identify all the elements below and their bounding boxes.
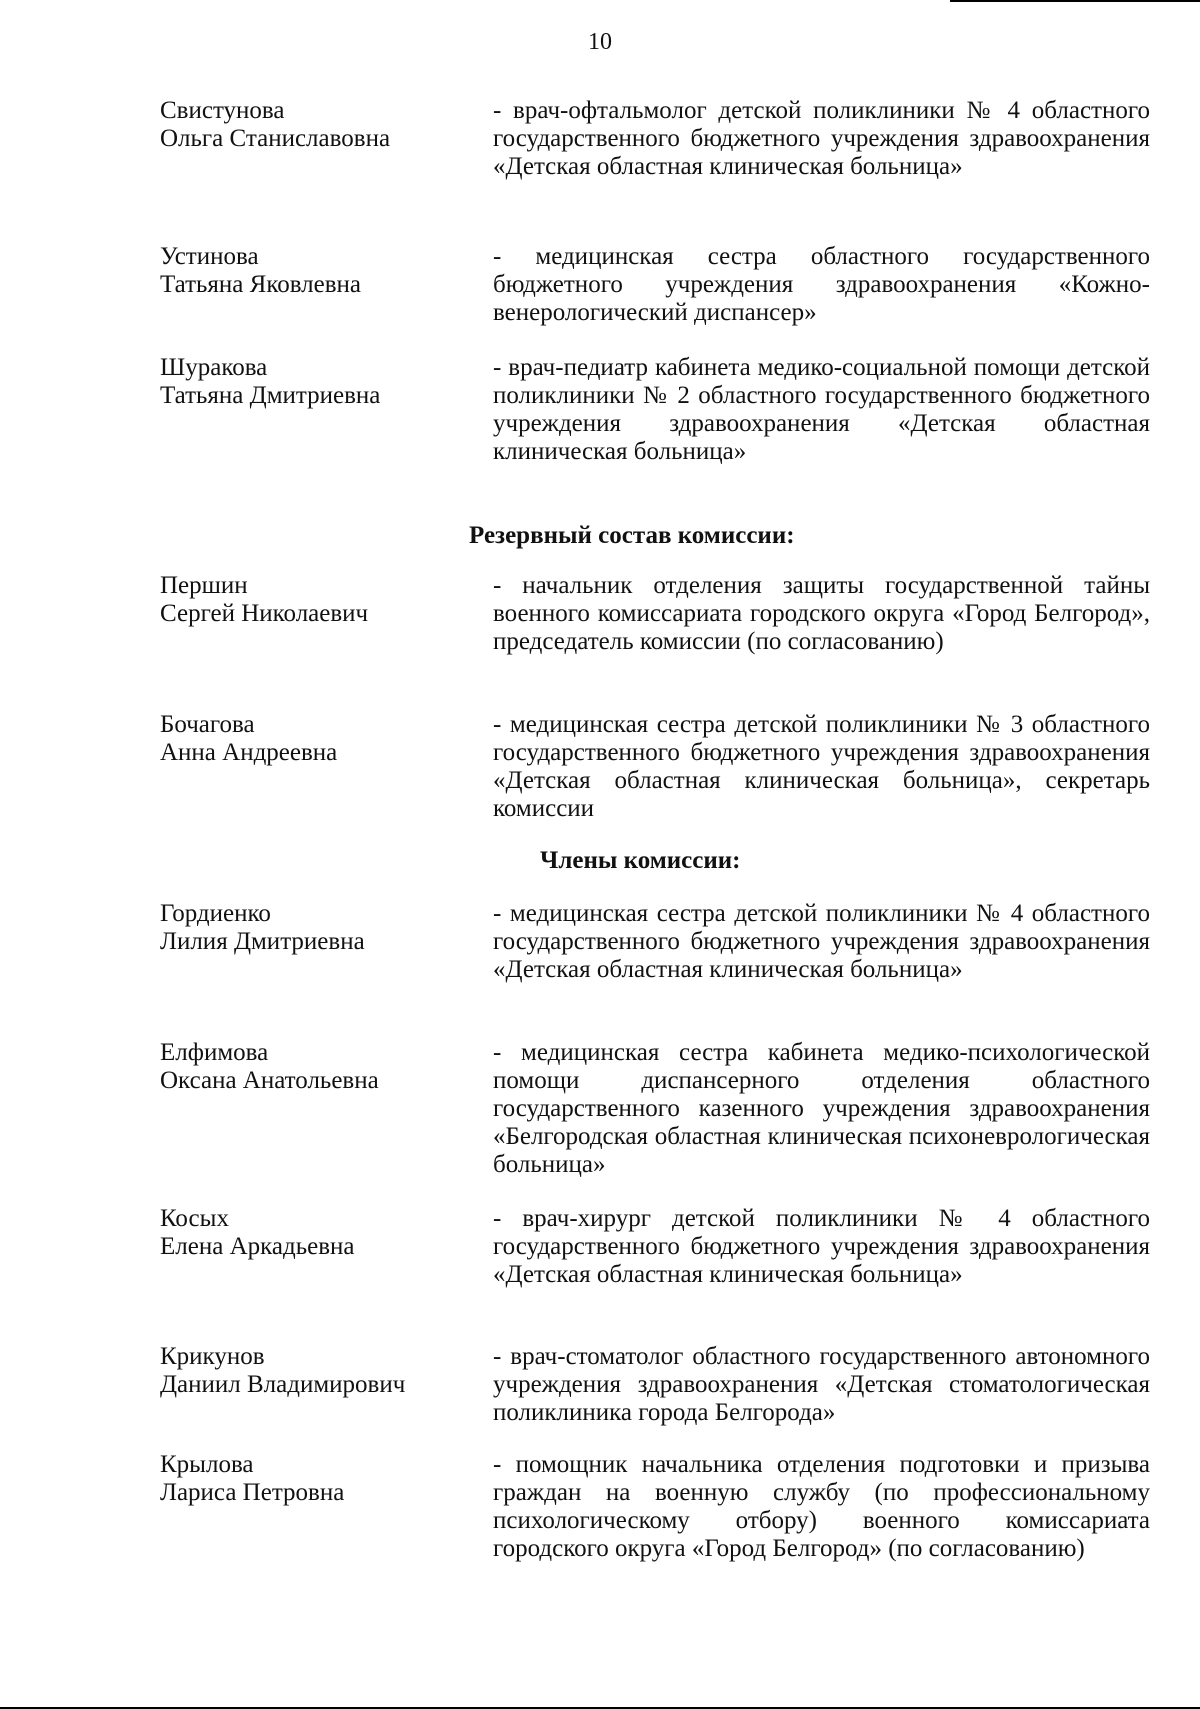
surname: Гордиенко	[160, 900, 271, 927]
surname: Косых	[160, 1205, 229, 1232]
position-description: - медицинская сестра областного государственного бюджетного учреждения здравоохранения «Кожно-венерологический диспансер»	[493, 243, 1150, 326]
person-name	[160, 97, 460, 153]
position-description: - врач-стоматолог областного государственного автономного учреждения здравоохранения «Детская стоматологическая поликлиника города Белгорода»	[493, 1343, 1150, 1426]
surname: Устинова	[160, 243, 259, 270]
surname: Крикунов	[160, 1343, 265, 1370]
given-names: Сергей Николаевич	[160, 600, 369, 627]
scan-edge-top	[950, 0, 1200, 2]
given-names: Елена Аркадьевна	[160, 1233, 355, 1260]
given-names: Татьяна Яковлевна	[160, 271, 362, 298]
given-names: Оксана Анатольевна	[160, 1067, 379, 1094]
given-names: Ольга Станиславовна	[160, 125, 391, 152]
person-name	[160, 354, 460, 410]
person-name	[160, 1205, 460, 1261]
position-description: - помощник начальника отделения подготовки и призыва граждан на военную службу (по профессиональному психологическому отбору) военного комиссариата городского округа «Город Белгород» (по согласованию)	[493, 1451, 1150, 1562]
page-number: 10	[588, 29, 612, 55]
surname: Першин	[160, 572, 248, 599]
surname: Свистунова	[160, 97, 285, 124]
given-names: Лилия Дмитриевна	[160, 928, 365, 955]
person-name	[160, 900, 460, 956]
surname: Крылова	[160, 1451, 254, 1478]
position-description: - врач-педиатр кабинета медико-социальной помощи детской поликлиники № 2 областного государственного бюджетного учреждения здравоохранения «Детская областная клиническая больница»	[493, 354, 1150, 465]
surname: Елфимова	[160, 1039, 269, 1066]
position-description: - врач-офтальмолог детской поликлиники № 4 областного государственного бюджетного учреждения здравоохранения «Детская областная клиническая больница»	[493, 97, 1150, 180]
person-name	[160, 572, 460, 628]
person-name	[160, 711, 460, 767]
position-description: - медицинская сестра детской поликлиники № 4 областного государственного бюджетного учреждения здравоохранения «Детская областная клиническая больница»	[493, 900, 1150, 983]
position-description: - медицинская сестра детской поликлиники № 3 областного государственного бюджетного учреждения здравоохранения «Детская областная клиническая больница», секретарь комиссии	[493, 711, 1150, 822]
surname: Шуракова	[160, 354, 268, 381]
position-description: - медицинская сестра кабинета медико-психологической помощи диспансерного отделения областного государственного казенного учреждения здравоохранения «Белгородская областная клиническая психоневрологическая больница»	[493, 1039, 1150, 1178]
person-name	[160, 1039, 460, 1095]
person-name	[160, 1451, 460, 1507]
given-names: Лариса Петровна	[160, 1479, 345, 1506]
position-description: - начальник отделения защиты государственной тайны военного комиссариата городского округа «Город Белгород», председатель комиссии (по согласованию)	[493, 572, 1150, 655]
given-names: Даниил Владимирович	[160, 1371, 406, 1398]
section-heading-reserve: Резервный состав комиссии:	[469, 522, 795, 549]
surname: Бочагова	[160, 711, 255, 738]
person-name	[160, 243, 460, 299]
position-description: - врач-хирург детской поликлиники № 4 областного государственного бюджетного учреждения здравоохранения «Детская областная клиническая больница»	[493, 1205, 1150, 1288]
section-heading-members: Члены комиссии:	[540, 847, 741, 874]
given-names: Анна Андреевна	[160, 739, 338, 766]
given-names: Татьяна Дмитриевна	[160, 382, 381, 409]
person-name	[160, 1343, 460, 1399]
